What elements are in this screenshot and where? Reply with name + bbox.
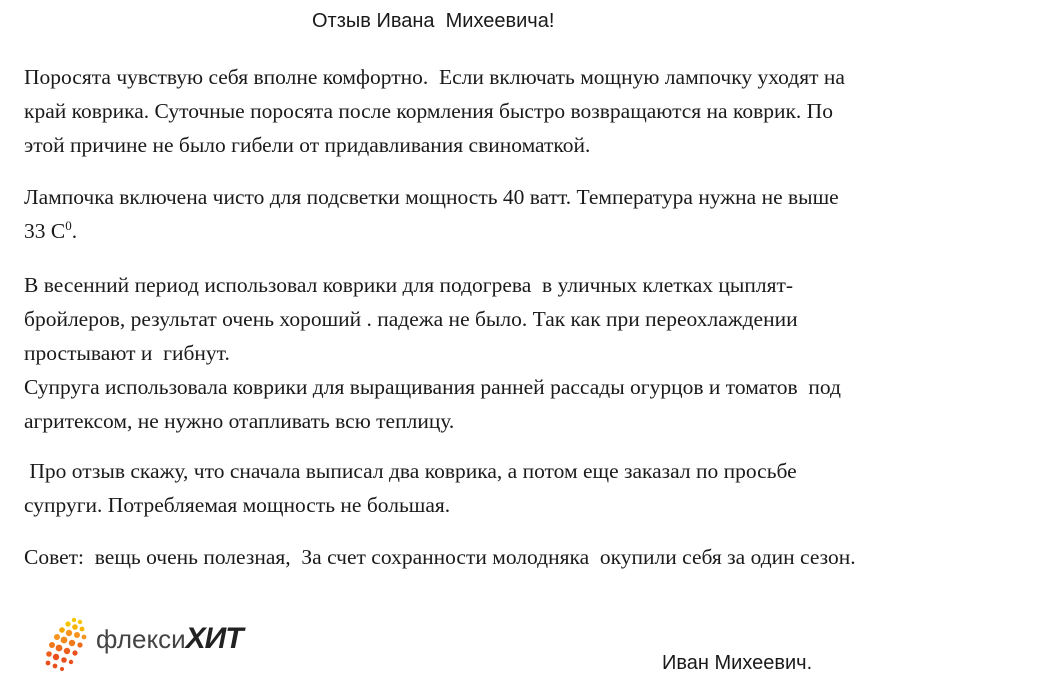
paragraph-2-line: Лампочка включена чисто для подсветки мощность 40 ватт. Температура нужна не выше bbox=[24, 185, 839, 209]
paragraph-5 bbox=[24, 540, 1024, 574]
paragraph-1 bbox=[24, 60, 1024, 162]
paragraph-3-line: В весенний период использовал коврики для подогрева в уличных клетках цыплят- bbox=[24, 273, 794, 297]
paragraph-2-line bbox=[24, 214, 1024, 248]
logo-wordmark bbox=[96, 622, 243, 656]
paragraph-4 bbox=[24, 454, 1024, 522]
logo-dots-icon bbox=[40, 614, 96, 674]
paragraph-3-line: агритексом, не нужно отапливать всю теплицу. bbox=[24, 409, 455, 433]
paragraph-3 bbox=[24, 268, 1024, 438]
paragraph-5-line: Совет: вещь очень полезная, За счет сохранности молодняка окупили себя за один сезон. bbox=[24, 545, 856, 569]
paragraph-1-line: Поросята чувствую себя вполне комфортно. Если включать мощную лампочку уходят на bbox=[24, 65, 845, 89]
paragraph-4-line: Про отзыв скажу, что сначала выписал два коврика, а потом еще заказал по просьбе bbox=[24, 459, 797, 483]
logo-prefix: флекси bbox=[96, 624, 186, 654]
logo-suffix: ХИТ bbox=[185, 622, 243, 655]
paragraph-2-end: . bbox=[71, 219, 78, 243]
paragraph-1-line: этой причине не было гибели от придавливания свиноматкой. bbox=[24, 133, 591, 157]
paragraph-1-line: край коврика. Суточные поросята после кормления быстро возвращаются на коврик. По bbox=[24, 99, 833, 123]
signature: Иван Михеевич. bbox=[662, 652, 813, 674]
paragraph-3-line: простывают и гибнут. bbox=[24, 341, 230, 365]
temperature-value: 33 С bbox=[24, 219, 66, 243]
paragraph-2 bbox=[24, 180, 1024, 248]
flexihit-logo bbox=[40, 614, 270, 674]
paragraph-3-line: Супруга использовала коврики для выращивания ранней рассады огурцов и томатов под bbox=[24, 375, 841, 399]
paragraph-3-line: бройлеров, результат очень хороший . падежа не было. Так как при переохлаждении bbox=[24, 307, 798, 331]
degree-superscript: 0 bbox=[65, 217, 72, 233]
paragraph-4-line: супруги. Потребляемая мощность не большая. bbox=[24, 493, 451, 517]
page-title: Отзыв Ивана Михеевича! bbox=[312, 10, 555, 32]
